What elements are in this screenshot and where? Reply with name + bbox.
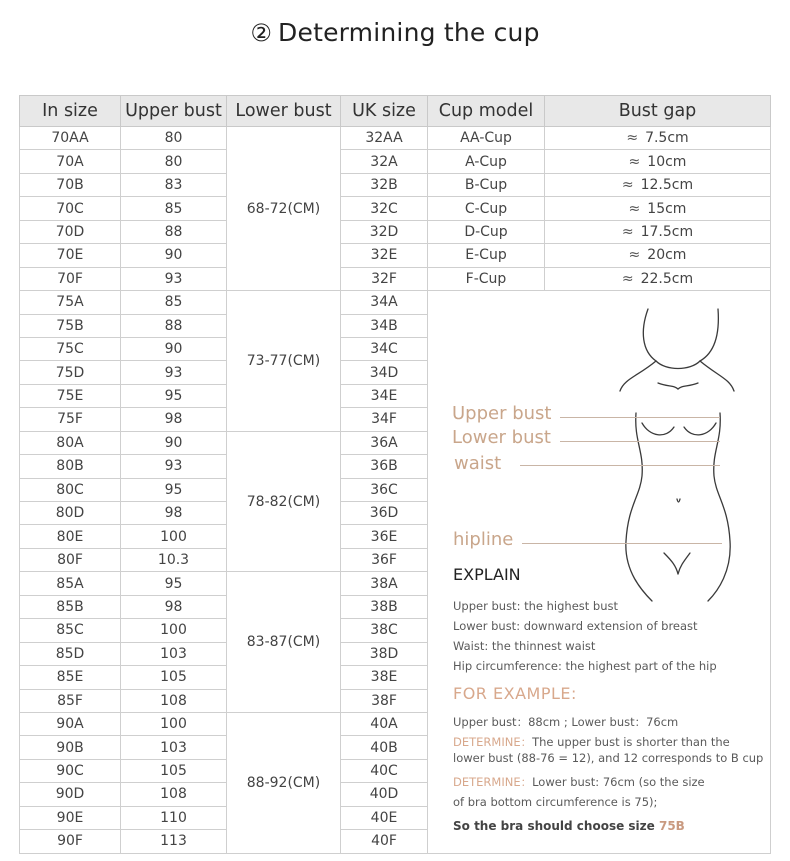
cell-bust-gap bbox=[545, 220, 771, 243]
cell-in-size: 85C bbox=[20, 619, 121, 642]
cell-bust-gap bbox=[545, 173, 771, 196]
cell-upper-bust: 80 bbox=[121, 127, 227, 150]
cell-upper-bust: 95 bbox=[121, 478, 227, 501]
header-lower-bust: Lower bust bbox=[227, 96, 341, 127]
example-line-2: DETERMINE：The upper bust is shorter than the bbox=[453, 735, 730, 750]
bust-gap-value: 15cm bbox=[647, 200, 687, 217]
bust-gap-value: 10cm bbox=[647, 153, 687, 170]
cell-uk-size: 34B bbox=[341, 314, 428, 337]
hipline-line bbox=[522, 543, 722, 544]
example-line-3: DETERMINE：Lower bust: 76cm (so the size bbox=[453, 775, 705, 790]
determine-label: DETERMINE： bbox=[453, 775, 533, 790]
cell-uk-size: 34C bbox=[341, 337, 428, 360]
explain-title: EXPLAIN bbox=[453, 565, 521, 585]
cell-in-size: 80A bbox=[20, 431, 121, 454]
cell-upper-bust: 108 bbox=[121, 783, 227, 806]
cell-cup-model: D-Cup bbox=[428, 220, 545, 243]
cell-in-size: 90B bbox=[20, 736, 121, 759]
table-row bbox=[20, 244, 771, 267]
label-upper-bust: Upper bust bbox=[452, 403, 552, 425]
cell-upper-bust: 105 bbox=[121, 666, 227, 689]
cell-upper-bust: 100 bbox=[121, 525, 227, 548]
cell-bust-gap bbox=[545, 150, 771, 173]
cell-upper-bust: 108 bbox=[121, 689, 227, 712]
cell-uk-size: 38F bbox=[341, 689, 428, 712]
table-row bbox=[20, 197, 771, 220]
cell-bust-gap bbox=[545, 244, 771, 267]
header-bust-gap: Bust gap bbox=[545, 96, 771, 127]
explain-line: Hip circumference: the highest part of the hip bbox=[453, 659, 717, 674]
cell-uk-size: 36A bbox=[341, 431, 428, 454]
explanation-panel bbox=[428, 291, 771, 854]
table-row bbox=[20, 150, 771, 173]
cell-cup-model: A-Cup bbox=[428, 150, 545, 173]
example-title: FOR EXAMPLE: bbox=[453, 684, 577, 704]
cell-in-size: 70C bbox=[20, 197, 121, 220]
cell-upper-bust: 90 bbox=[121, 244, 227, 267]
cell-uk-size: 32A bbox=[341, 150, 428, 173]
approx-symbol: ≈ bbox=[628, 247, 641, 264]
cell-in-size: 80B bbox=[20, 455, 121, 478]
cell-in-size: 85A bbox=[20, 572, 121, 595]
header-in-size: In size bbox=[20, 96, 121, 127]
cell-uk-size: 36F bbox=[341, 548, 428, 571]
cell-uk-size: 40C bbox=[341, 759, 428, 782]
cell-upper-bust: 90 bbox=[121, 431, 227, 454]
cell-uk-size: 36B bbox=[341, 455, 428, 478]
cell-in-size: 85E bbox=[20, 666, 121, 689]
cell-in-size: 90C bbox=[20, 759, 121, 782]
cell-uk-size: 32C bbox=[341, 197, 428, 220]
cell-cup-model: E-Cup bbox=[428, 244, 545, 267]
cell-lower-bust: 88-92(CM) bbox=[227, 712, 341, 853]
approx-symbol: ≈ bbox=[628, 153, 641, 170]
cell-lower-bust: 68-72(CM) bbox=[227, 127, 341, 291]
cell-cup-model: B-Cup bbox=[428, 173, 545, 196]
cell-uk-size: 32D bbox=[341, 220, 428, 243]
approx-symbol: ≈ bbox=[626, 130, 639, 147]
label-lower-bust: Lower bust bbox=[452, 427, 551, 449]
bust-gap-value: 17.5cm bbox=[640, 223, 694, 240]
table-row bbox=[20, 173, 771, 196]
cell-upper-bust: 105 bbox=[121, 759, 227, 782]
cell-lower-bust: 83-87(CM) bbox=[227, 572, 341, 713]
waist-line bbox=[520, 465, 720, 466]
cell-in-size: 90F bbox=[20, 830, 121, 853]
cell-upper-bust: 83 bbox=[121, 173, 227, 196]
cell-uk-size: 32E bbox=[341, 244, 428, 267]
cell-upper-bust: 85 bbox=[121, 197, 227, 220]
step-number: ② bbox=[250, 19, 273, 47]
approx-symbol: ≈ bbox=[621, 223, 634, 240]
cell-in-size: 85D bbox=[20, 642, 121, 665]
size-table bbox=[19, 95, 771, 854]
table-row bbox=[20, 267, 771, 290]
cell-upper-bust: 85 bbox=[121, 291, 227, 314]
cell-uk-size: 38D bbox=[341, 642, 428, 665]
example-line-2b: lower bust (88-76 = 12), and 12 corresponds to B cup bbox=[453, 751, 764, 766]
cell-upper-bust: 110 bbox=[121, 806, 227, 829]
table-header-row bbox=[20, 96, 771, 127]
approx-symbol: ≈ bbox=[621, 270, 634, 287]
upper-bust-line bbox=[560, 417, 720, 418]
bust-gap-value: 12.5cm bbox=[640, 177, 694, 194]
cell-upper-bust: 98 bbox=[121, 502, 227, 525]
body-diagram bbox=[428, 291, 771, 855]
cell-in-size: 75B bbox=[20, 314, 121, 337]
cell-in-size: 80E bbox=[20, 525, 121, 548]
cell-bust-gap bbox=[545, 127, 771, 150]
cell-in-size: 80C bbox=[20, 478, 121, 501]
label-waist: waist bbox=[454, 453, 502, 475]
cell-in-size: 85B bbox=[20, 595, 121, 618]
cell-uk-size: 36E bbox=[341, 525, 428, 548]
table-row bbox=[20, 291, 771, 314]
cell-cup-model: F-Cup bbox=[428, 267, 545, 290]
cell-in-size: 70E bbox=[20, 244, 121, 267]
table-body bbox=[20, 127, 771, 854]
cell-in-size: 70D bbox=[20, 220, 121, 243]
determine-label: DETERMINE： bbox=[453, 735, 533, 750]
header-cup-model: Cup model bbox=[428, 96, 545, 127]
cell-uk-size: 32B bbox=[341, 173, 428, 196]
cell-upper-bust: 95 bbox=[121, 572, 227, 595]
cell-upper-bust: 95 bbox=[121, 384, 227, 407]
cell-in-size: 75C bbox=[20, 337, 121, 360]
cell-uk-size: 40F bbox=[341, 830, 428, 853]
cell-uk-size: 32AA bbox=[341, 127, 428, 150]
cell-uk-size: 38A bbox=[341, 572, 428, 595]
cell-uk-size: 40D bbox=[341, 783, 428, 806]
cell-upper-bust: 98 bbox=[121, 595, 227, 618]
cell-upper-bust: 98 bbox=[121, 408, 227, 431]
cell-cup-model: C-Cup bbox=[428, 197, 545, 220]
cell-upper-bust: 10.3 bbox=[121, 548, 227, 571]
lower-bust-line bbox=[560, 441, 720, 442]
approx-symbol: ≈ bbox=[621, 177, 634, 194]
cell-upper-bust: 80 bbox=[121, 150, 227, 173]
cell-in-size: 90A bbox=[20, 712, 121, 735]
recommended-size: 75B bbox=[658, 819, 685, 834]
cell-lower-bust: 78-82(CM) bbox=[227, 431, 341, 572]
cell-upper-bust: 103 bbox=[121, 736, 227, 759]
cell-in-size: 70F bbox=[20, 267, 121, 290]
cell-in-size: 90D bbox=[20, 783, 121, 806]
label-hipline: hipline bbox=[453, 529, 514, 551]
cell-in-size: 70AA bbox=[20, 127, 121, 150]
bust-gap-value: 22.5cm bbox=[640, 270, 694, 287]
table-row bbox=[20, 220, 771, 243]
cell-upper-bust: 90 bbox=[121, 337, 227, 360]
cell-uk-size: 38B bbox=[341, 595, 428, 618]
cell-uk-size: 36C bbox=[341, 478, 428, 501]
cell-in-size: 75E bbox=[20, 384, 121, 407]
cell-uk-size: 34E bbox=[341, 384, 428, 407]
cell-in-size: 75F bbox=[20, 408, 121, 431]
cell-uk-size: 38C bbox=[341, 619, 428, 642]
cell-in-size: 90E bbox=[20, 806, 121, 829]
cell-lower-bust: 73-77(CM) bbox=[227, 291, 341, 432]
cell-upper-bust: 100 bbox=[121, 619, 227, 642]
cell-upper-bust: 100 bbox=[121, 712, 227, 735]
cell-upper-bust: 113 bbox=[121, 830, 227, 853]
cell-upper-bust: 88 bbox=[121, 220, 227, 243]
cell-in-size: 70A bbox=[20, 150, 121, 173]
cell-upper-bust: 93 bbox=[121, 267, 227, 290]
title-text: Determining the cup bbox=[278, 18, 540, 47]
cell-in-size: 75D bbox=[20, 361, 121, 384]
bust-gap-value: 7.5cm bbox=[645, 130, 689, 147]
cell-uk-size: 32F bbox=[341, 267, 428, 290]
bust-gap-value: 20cm bbox=[647, 247, 687, 264]
example-line-3b: of bra bottom circumference is 75); bbox=[453, 795, 658, 810]
cell-in-size: 80F bbox=[20, 548, 121, 571]
explain-line: Upper bust: the highest bust bbox=[453, 599, 619, 614]
explain-line: Lower bust: downward extension of breast bbox=[453, 619, 698, 634]
cell-in-size: 70B bbox=[20, 173, 121, 196]
cell-in-size: 75A bbox=[20, 291, 121, 314]
approx-symbol: ≈ bbox=[628, 200, 641, 217]
header-uk-size: UK size bbox=[341, 96, 428, 127]
cell-uk-size: 34A bbox=[341, 291, 428, 314]
page-title bbox=[0, 18, 790, 47]
cell-uk-size: 36D bbox=[341, 502, 428, 525]
cell-uk-size: 40E bbox=[341, 806, 428, 829]
cell-cup-model: AA-Cup bbox=[428, 127, 545, 150]
cell-in-size: 85F bbox=[20, 689, 121, 712]
cell-bust-gap bbox=[545, 267, 771, 290]
cell-upper-bust: 93 bbox=[121, 361, 227, 384]
table-row bbox=[20, 127, 771, 150]
cell-uk-size: 40A bbox=[341, 712, 428, 735]
cell-bust-gap bbox=[545, 197, 771, 220]
example-conclusion: So the bra should choose size 75B bbox=[453, 819, 685, 834]
cell-uk-size: 38E bbox=[341, 666, 428, 689]
example-line-1: Upper bust：88cm ; Lower bust：76cm bbox=[453, 715, 679, 730]
cell-uk-size: 34D bbox=[341, 361, 428, 384]
cell-upper-bust: 88 bbox=[121, 314, 227, 337]
header-upper-bust: Upper bust bbox=[121, 96, 227, 127]
explain-line: Waist: the thinnest waist bbox=[453, 639, 596, 654]
cell-uk-size: 34F bbox=[341, 408, 428, 431]
cell-in-size: 80D bbox=[20, 502, 121, 525]
cell-upper-bust: 93 bbox=[121, 455, 227, 478]
cell-upper-bust: 103 bbox=[121, 642, 227, 665]
cell-uk-size: 40B bbox=[341, 736, 428, 759]
